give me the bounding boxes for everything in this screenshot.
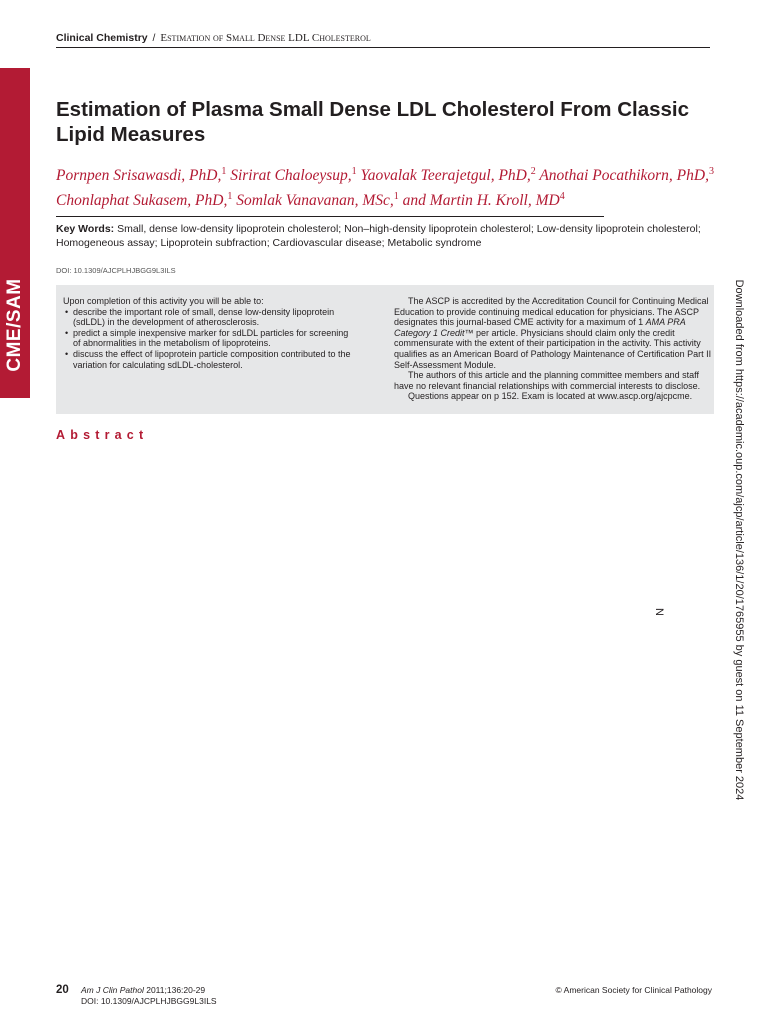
author-name: Yaovalak Teerajetgul, PhD, [360, 167, 531, 185]
accreditation-text: The ASCP is accredited by the Accreditation Council for Continuing Medical Education to provide continuing medical education for physicians. The ASCP designates this journal-based CME activity for a maximum of 1 [394, 296, 709, 328]
author-affiliation: 1 [221, 166, 227, 177]
accreditation-text-end: ™ per article. Physicians should claim only the credit commensurate with the extent of their participation in the activity. This activity qualifies as an American Board of Pathology Maintenance of Certification Part II Self-Assessment Module. [394, 327, 712, 370]
abstract-heading: Abstract [56, 428, 149, 442]
author-affiliation: 1 [227, 191, 233, 203]
credit-designation: AMA PRA Category 1 Credit [394, 317, 686, 338]
accreditation-paragraph [394, 296, 712, 370]
objective-item: • predict a simple inexpensive marker for sdLDL particles for screening of abnormalities in the metabolism of lipoproteins. [63, 328, 353, 349]
cme-sam-tab-label: CME/SAM [4, 278, 25, 372]
stray-glyph: N [653, 608, 665, 616]
header-separator: / [152, 32, 156, 44]
download-notice: Downloaded from https://academic.oup.com/ajcp/article/136/1/20/1765955 by guest on 11 September 2024 [733, 279, 745, 801]
author-name: Chonlaphat Sukasem, PhD, [56, 192, 228, 210]
author-affiliation: 2 [530, 166, 536, 177]
running-short-title: Estimation of Small Dense LDL Cholesterol [160, 32, 371, 44]
copyright: © American Society for Clinical Pathology [555, 985, 712, 995]
author-name: Anothai Pocathikorn, PhD, [539, 167, 709, 185]
disclosure-paragraph: The authors of this article and the planning committee members and staff have no relevant financial relationships with commercial interests to disclose. [394, 370, 701, 391]
page-number: 20 [56, 984, 69, 996]
author-name: Sirirat Chaloeysup, [230, 167, 352, 185]
doi-top: DOI: 10.1309/AJCPLHJBGG9L3ILS [56, 266, 176, 275]
volume-pages: 2011;136:20-29 [146, 985, 206, 995]
author-affiliation: 1 [393, 191, 399, 203]
journal-abbreviation: Am J Clin Pathol [81, 985, 144, 995]
objective-item: • discuss the effect of lipoprotein particle composition contributed to the variation for calculating sdLDL-cholesterol. [63, 349, 353, 370]
keywords-label: Key Words: [56, 223, 115, 235]
author-affiliation: 4 [559, 191, 565, 203]
learning-objectives [63, 296, 353, 370]
objectives-intro: Upon completion of this activity you will be able to: [63, 296, 264, 306]
keywords-text: Small, dense low-density lipoprotein cholesterol; Non–high-density lipoprotein cholesterol; Low-density lipoprotein cholesterol; Homogeneous assay; Lipoprotein subfraction; Cardiovascular disease; Metabolic syndrome [56, 223, 701, 249]
cme-info-box [56, 285, 714, 414]
author-list [56, 161, 726, 211]
accreditation-statement [394, 296, 712, 402]
author-name: Pornpen Srisawasdi, PhD, [56, 167, 222, 185]
keywords [56, 222, 726, 250]
objective-item: • describe the important role of small, dense low-density lipoprotein (sdLDL) in the development of atherosclerosis. [63, 307, 353, 328]
footer-citation [81, 985, 205, 995]
author-affiliation: 1 [351, 166, 357, 177]
article-title: Estimation of Plasma Small Dense LDL Cholesterol From Classic Lipid Measures [56, 98, 690, 146]
running-header [56, 32, 371, 44]
header-divider [56, 47, 710, 48]
author-name: Somlak Vanavanan, MSc, [236, 192, 394, 210]
author-affiliation: 3 [708, 166, 714, 177]
objectives-list [63, 307, 353, 371]
author-name: and Martin H. Kroll, MD [402, 192, 560, 210]
authors-divider [56, 216, 604, 217]
doi-footer: DOI: 10.1309/AJCPLHJBGG9L3ILS [81, 996, 217, 1006]
questions-paragraph: Questions appear on p 152. Exam is located at www.ascp.org/ajcpcme. [408, 391, 693, 402]
journal-section: Clinical Chemistry [56, 32, 148, 44]
